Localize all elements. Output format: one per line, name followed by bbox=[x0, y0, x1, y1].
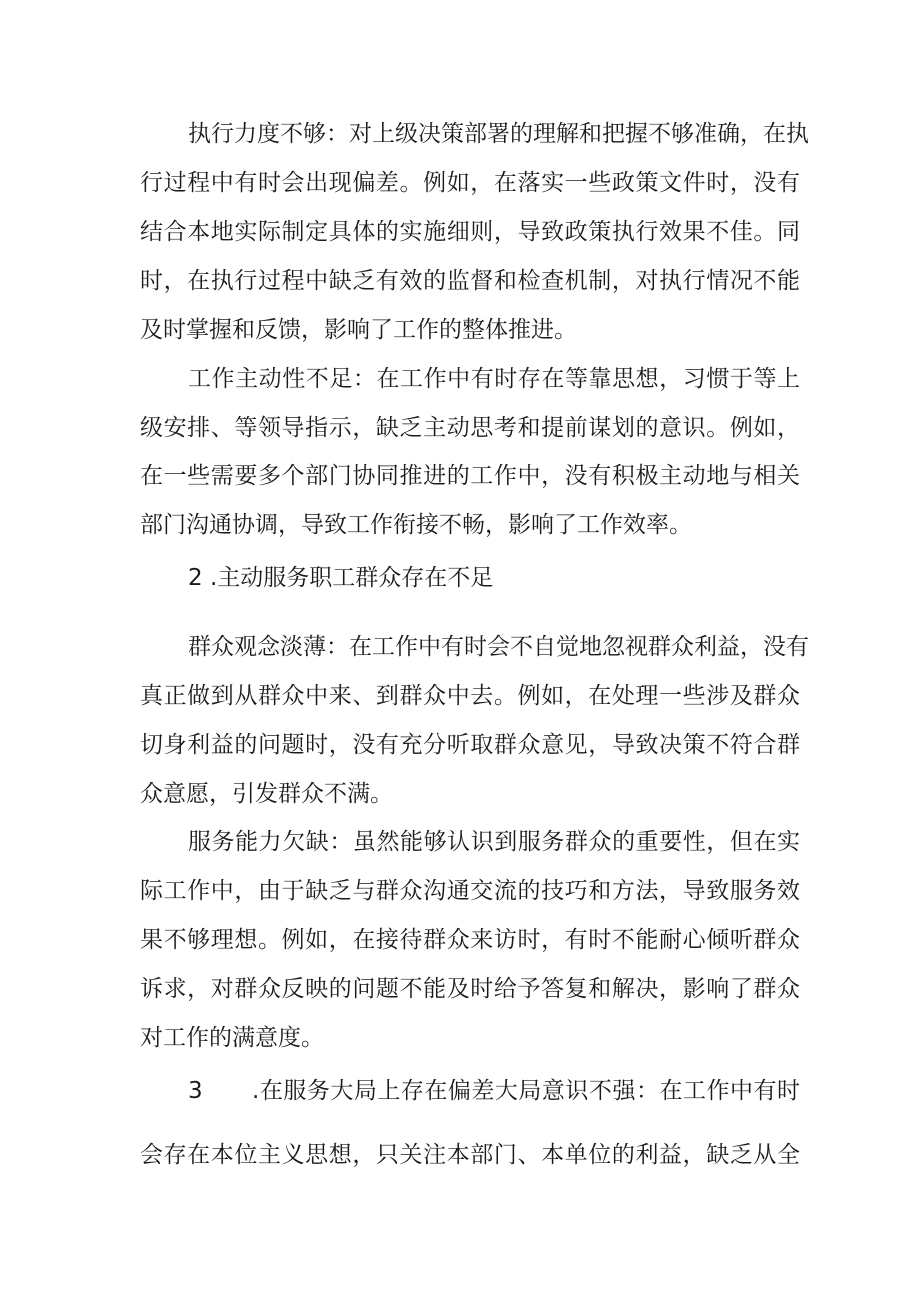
paragraph-3-line-4: 众意愿，引发群众不满。 bbox=[140, 781, 393, 807]
paragraph-3-line-3: 切身利益的问题时，没有充分听取群众意见，导致决策不符合群 bbox=[140, 732, 800, 758]
paragraph-2-line-3: 在一些需要多个部门协同推进的工作中，没有积极主动地与相关 bbox=[140, 463, 800, 489]
paragraph-1-line-1: 执行力度不够：对上级决策部署的理解和把握不够准确，在执 bbox=[188, 121, 809, 147]
paragraph-1-line-2: 行过程中有时会出现偏差。例如，在落实一些政策文件时，没有 bbox=[140, 170, 800, 196]
paragraph-2-line-1: 工作主动性不足：在工作中有时存在等靠思想，习惯于等上 bbox=[188, 366, 800, 392]
paragraph-5-line-1: .在服务大局上存在偏差大局意识不强：在工作中有时 bbox=[252, 1078, 800, 1104]
paragraph-1-line-4: 时，在执行过程中缺乏有效的监督和检查机制，对执行情况不能 bbox=[140, 268, 800, 294]
paragraph-1-line-5: 及时掌握和反馈，影响了工作的整体推进。 bbox=[140, 317, 577, 343]
section-heading-2: 2 .主动服务职工群众存在不足 bbox=[188, 565, 494, 591]
paragraph-5-line-2: 会存在本位主义思想，只关注本部门、本单位的利益，缺乏从全 bbox=[140, 1142, 800, 1168]
section-number-3: 3 bbox=[188, 1078, 203, 1104]
paragraph-4-line-4: 诉求，对群众反映的问题不能及时给予答复和解决，影响了群众 bbox=[140, 976, 800, 1002]
paragraph-3-line-1: 群众观念淡薄：在工作中有时会不自觉地忽视群众利益，没有 bbox=[188, 634, 809, 660]
paragraph-3-line-2: 真正做到从群众中来、到群众中去。例如，在处理一些涉及群众 bbox=[140, 683, 800, 709]
paragraph-4-line-3: 果不够理想。例如，在接待群众来访时，有时不能耐心倾听群众 bbox=[140, 927, 800, 953]
paragraph-4-line-2: 际工作中，由于缺乏与群众沟通交流的技巧和方法，导致服务效 bbox=[140, 878, 800, 904]
paragraph-1-line-3: 结合本地实际制定具体的实施细则，导致政策执行效果不佳。同 bbox=[140, 219, 800, 245]
paragraph-2-line-4: 部门沟通协调，导致工作衔接不畅，影响了工作效率。 bbox=[140, 512, 692, 538]
paragraph-4-line-1: 服务能力欠缺：虽然能够认识到服务群众的重要性，但在实 bbox=[188, 829, 800, 855]
paragraph-4-line-5: 对工作的满意度。 bbox=[140, 1025, 324, 1051]
paragraph-2-line-2: 级安排、等领导指示，缺乏主动思考和提前谋划的意识。例如， bbox=[140, 415, 800, 441]
